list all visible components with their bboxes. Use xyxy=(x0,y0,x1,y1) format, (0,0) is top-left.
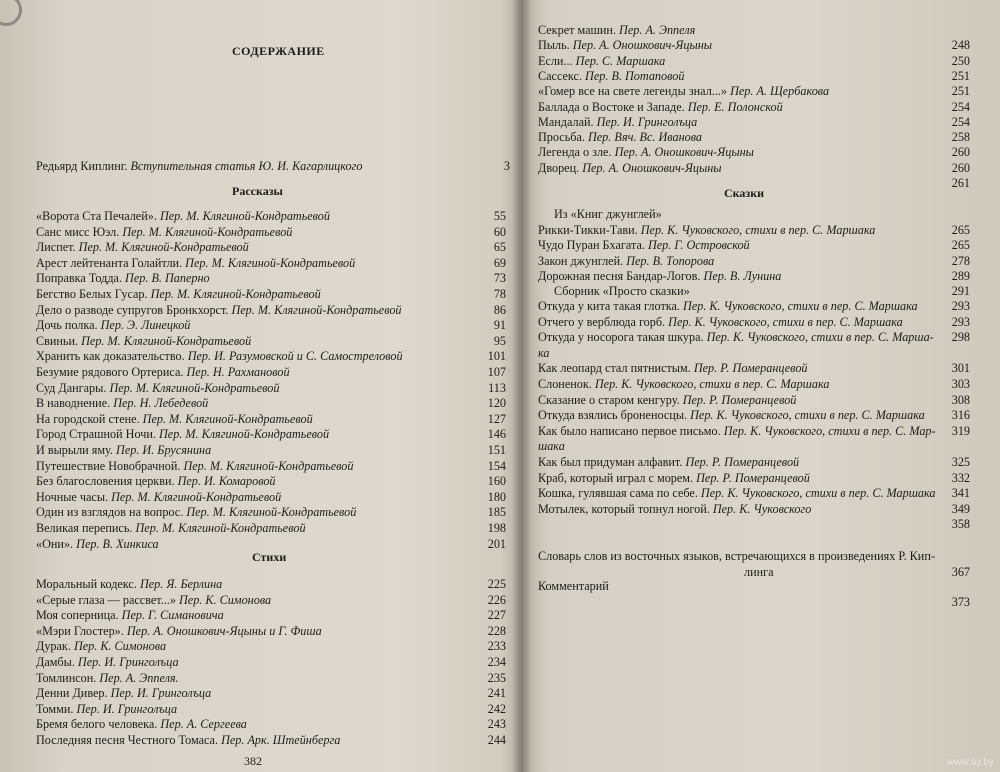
toc-entry-glossary-cont: линга 367 xyxy=(744,565,970,579)
toc-entry[interactable]: Секрет машин. Пер. А. Эппеля xyxy=(538,23,696,37)
toc-entry[interactable]: Безумие рядового Ортериса. Пер. Н. Рахмановой 107 xyxy=(36,365,506,379)
page-number-left: 382 xyxy=(244,754,262,768)
toc-entry[interactable]: Закон джунглей. Пер. В. Топорова 278 xyxy=(538,253,970,268)
toc-entry[interactable]: Как леопард стал пятнистым. Пер. Р. Померанцевой 301 xyxy=(538,361,970,376)
toc-entry[interactable]: Баллада о Востоке и Западе. Пер. Е. Полонской 254 xyxy=(538,99,970,114)
book-spine xyxy=(512,0,532,772)
page-title: СОДЕРЖАНИЕ xyxy=(232,44,325,58)
toc-entry[interactable]: Мандалай. Пер. И. Гринголъца 254 xyxy=(538,114,970,129)
toc-entry[interactable]: Дорожная песня Бандар-Логов. Пер. В. Лунина 289 xyxy=(538,269,970,284)
toc-entry[interactable]: Если... Пер. С. Маршака 250 xyxy=(538,53,970,68)
toc-entry-intro[interactable]: Редьярд Киплинг. Вступительная статья Ю. И. Кагарлицкого 3 xyxy=(36,159,510,173)
toc-entry-continuation: шака xyxy=(538,439,565,454)
section-heading-stories: Рассказы xyxy=(232,184,283,198)
watermark: www.ay.by xyxy=(946,757,994,768)
toc-entry[interactable]: Дело о разводе супругов Бронкхорст. Пер. М. Клягиной-Кондратьевой 86 xyxy=(36,302,506,317)
toc-entry[interactable]: В наводнение. Пер. Н. Лебедевой 120 xyxy=(36,396,506,411)
toc-entry[interactable]: Арест лейтенанта Голайтли. Пер. М. Клягиной-Кондратьевой 69 xyxy=(36,255,506,270)
toc-entry[interactable]: Краб, который играл с морем. Пер. Р. Померанцевой 332 xyxy=(538,470,970,485)
subheading-jungle-book: Из «Книг джунглей» xyxy=(554,207,662,221)
section-heading-poems: Стихи xyxy=(252,550,287,564)
binder-ring xyxy=(0,0,22,26)
toc-entry-comments-page: 373 xyxy=(951,595,970,609)
toc-entry-glossary[interactable]: Словарь слов из восточных языков, встречающихся в произведениях Р. Кип- xyxy=(538,549,935,563)
toc-entry[interactable]: Чудо Пуран Бхагата. Пер. Г. Островской 265 xyxy=(538,238,970,253)
toc-entry[interactable]: Откуда взялись броненосцы. Пер. К. Чуковского, стихи в пер. С. Маршака 316 xyxy=(538,408,970,423)
toc-entry[interactable]: Просьба. Пер. Вяч. Вс. Иванова 258 xyxy=(538,130,970,145)
toc-entry[interactable]: Город Страшной Ночи. Пер. М. Клягиной-Кондратьевой 146 xyxy=(36,427,506,442)
toc-entry[interactable]: Кошка, гулявшая сама по себе. Пер. К. Чуковского, стихи в пер. С. Маршака 341 xyxy=(538,486,970,501)
toc-entry[interactable]: 358 xyxy=(951,517,970,532)
toc-entry[interactable]: Лиспет. Пер. М. Клягиной-Кондратьевой 65 xyxy=(36,240,506,255)
toc-entry[interactable]: Легенда о зле. Пер. А. Оношкович-Яцыны 260 xyxy=(538,145,970,160)
toc-entry[interactable]: «Они». Пер. В. Хинкиса 201 xyxy=(36,536,506,551)
toc-entry[interactable]: Моя соперница. Пер. Г. Симановича 227 xyxy=(36,608,506,623)
toc-entry[interactable]: Бегство Белых Гусар. Пер. М. Клягиной-Кондратьевой 78 xyxy=(36,287,506,301)
toc-entry[interactable]: Великая перепись. Пер. М. Клягиной-Кондратьевой 198 xyxy=(36,521,506,535)
toc-entry-comments[interactable]: Комментарий xyxy=(538,579,609,593)
toc-entry[interactable]: Ночные часы. Пер. М. Клягиной-Кондратьевой 180 xyxy=(36,489,506,504)
toc-entry[interactable]: Денни Дивер. Пер. И. Гринголъца 241 xyxy=(36,686,506,701)
toc-entry[interactable]: На городской стене. Пер. М. Клягиной-Кондратьевой 127 xyxy=(36,411,506,426)
toc-entry[interactable]: Пыль. Пер. А. Оношкович-Яцыны 248 xyxy=(538,38,970,53)
toc-entry[interactable]: Сказание о старом кенгуру. Пер. Р. Померанцевой 308 xyxy=(538,392,970,407)
toc-entry[interactable]: Суд Дангары. Пер. М. Клягиной-Кондратьевой 113 xyxy=(36,380,506,395)
toc-entry-continuation: ка xyxy=(538,345,550,360)
toc-entry[interactable]: 261 xyxy=(951,176,970,190)
toc-entry[interactable]: Без благословения церкви. Пер. И. Комаровой 160 xyxy=(36,474,506,489)
toc-entry[interactable]: Томми. Пер. И. Гринголъца 242 xyxy=(36,701,506,716)
toc-entry[interactable]: Как был придуман алфавит. Пер. Р. Померанцевой 325 xyxy=(538,455,970,469)
toc-entry[interactable]: Последняя песня Честного Томаса. Пер. Арк. Штейнберга 244 xyxy=(36,733,506,747)
toc-entry[interactable]: Дурак. Пер. К. Симонова 233 xyxy=(36,639,506,654)
toc-entry[interactable]: Томлинсон. Пер. А. Эппеля. 235 xyxy=(36,670,506,685)
toc-entry[interactable]: «Мэри Глостер». Пер. А. Оношкович-Яцыны и Г. Фиша 228 xyxy=(36,623,506,638)
toc-entry[interactable]: Санс мисс Юэл. Пер. М. Клягиной-Кондратьевой 60 xyxy=(36,224,506,239)
toc-entry[interactable]: Бремя белого человека. Пер. А. Сергеева 243 xyxy=(36,717,506,732)
toc-entry[interactable]: И вырыли яму. Пер. И. Брусянина 151 xyxy=(36,443,506,457)
toc-entry[interactable]: Один из взглядов на вопрос. Пер. М. Клягиной-Кондратьевой 185 xyxy=(36,505,506,520)
toc-entry[interactable]: Хранить как доказательство. Пер. И. Разумовской и С. Самостреловой 101 xyxy=(36,349,506,364)
toc-entry[interactable]: Мотылек, который топнул ногой. Пер. К. Чуковского 349 xyxy=(538,501,970,516)
toc-entry[interactable]: Как было написано первое письмо. Пер. К. Чуковского, стихи в пер. С. Мар- 319 xyxy=(538,423,970,438)
toc-entry[interactable]: Поправка Тодда. Пер. В. Паперно 73 xyxy=(36,271,506,286)
toc-entry[interactable]: Слоненок. Пер. К. Чуковского, стихи в пер. С. Маршака 303 xyxy=(538,377,970,391)
toc-entry[interactable]: Дочь полка. Пер. Э. Линецкой 91 xyxy=(36,318,506,333)
toc-entry[interactable]: «Ворота Ста Печалей». Пер. М. Клягиной-Кондратьевой 55 xyxy=(36,209,506,223)
toc-entry[interactable]: Дворец. Пер. А. Оношкович-Яцыны 260 xyxy=(538,160,970,175)
toc-entry[interactable]: Свиньи. Пер. М. Клягиной-Кондратьевой 95 xyxy=(36,333,506,348)
toc-entry[interactable]: Откуда у кита такая глотка. Пер. К. Чуковского, стихи в пер. С. Маршака 293 xyxy=(538,299,970,313)
toc-entry[interactable]: Рикки-Тикки-Тави. Пер. К. Чуковского, стихи в пер. С. Маршака 265 xyxy=(538,223,970,237)
toc-entry[interactable]: «Гомер все на свете легенды знал...» Пер. А. Щербакова 251 xyxy=(538,84,970,99)
section-heading-tales: Сказки xyxy=(724,186,765,200)
toc-entry[interactable]: Сассекс. Пер. В. Потаповой 251 xyxy=(538,68,970,83)
subheading-just-so[interactable]: Сборник «Просто сказки» 291 xyxy=(554,284,970,298)
toc-entry[interactable]: Моральный кодекс. Пер. Я. Берлина 225 xyxy=(36,577,506,591)
toc-entry[interactable]: Отчего у верблюда горб. Пер. К. Чуковского, стихи в пер. С. Маршака 293 xyxy=(538,314,970,329)
toc-entry[interactable]: Дамбы. Пер. И. Гринголъца 234 xyxy=(36,655,506,669)
toc-entry[interactable]: Путешествие Новобрачной. Пер. М. Клягиной-Кондратьевой 154 xyxy=(36,458,506,473)
toc-entry[interactable]: «Серые глаза — рассвет...» Пер. К. Симонова 226 xyxy=(36,592,506,607)
toc-entry[interactable]: Откуда у носорога такая шкура. Пер. К. Чуковского, стихи в пер. С. Марша- 298 xyxy=(538,330,970,345)
